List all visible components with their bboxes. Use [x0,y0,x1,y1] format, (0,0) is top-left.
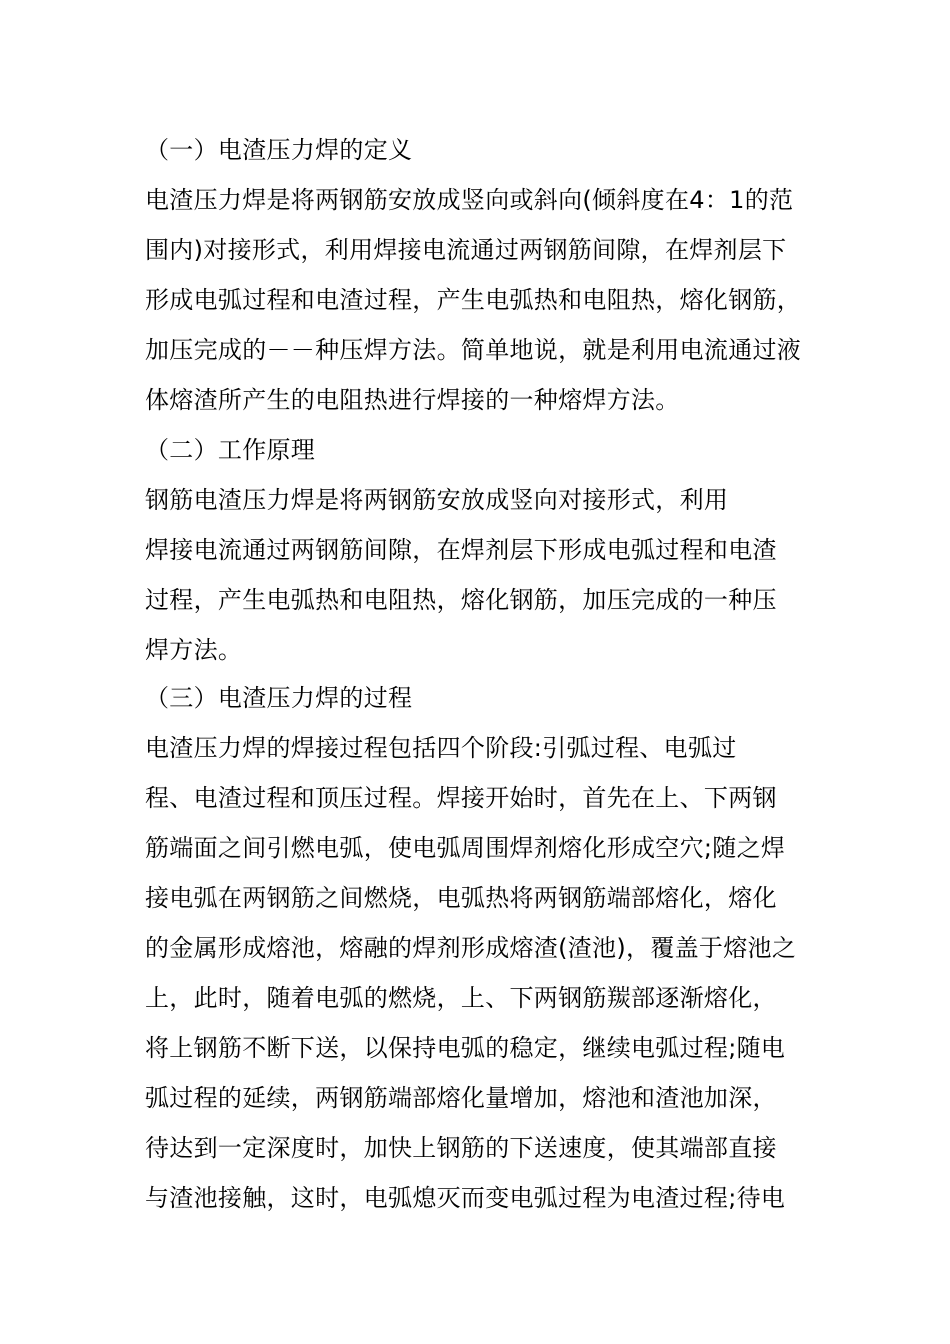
paragraph-line: 程、电渣过程和顶压过程。焊接开始时，首先在上、下两钢 [145,784,777,812]
section-heading-definition: （一）电渣压力焊的定义 [145,136,413,164]
paragraph-line: 形成电弧过程和电渣过程，产生电弧热和电阻热，熔化钢筋， [145,286,802,314]
paragraph-line: 上，此时，随着电弧的燃烧，上、下两钢筋羰部逐渐熔化， [145,984,777,1012]
paragraph-line: 与渣池接触，这时，电弧熄灭而变电弧过程为电渣过程;待电 [145,1184,786,1212]
paragraph-line: 的金属形成熔池，熔融的焊剂形成熔渣(渣池)，覆盖于熔池之 [145,934,797,962]
section-heading-principle: （二）工作原理 [145,436,316,464]
paragraph-line: 加压完成的－－种压焊方法。简单地说，就是利用电流通过液 [145,336,802,364]
paragraph-line: 待达到一定深度时，加快上钢筋的下送速度，使其端部直接 [145,1134,777,1162]
section-heading-process: （三）电渣压力焊的过程 [145,684,413,712]
paragraph-line: 钢筋电渣压力焊是将两钢筋安放成竖向对接形式，利用 [145,486,729,514]
paragraph-line: 过程，产生电弧热和电阻热，熔化钢筋，加压完成的一种压 [145,586,777,614]
paragraph-line: 将上钢筋不断下送，以保持电弧的稳定，继续电弧过程;随电 [145,1034,786,1062]
paragraph-line: 电渣压力焊的焊接过程包括四个阶段:引弧过程、电弧过 [145,734,737,762]
paragraph-line: 电渣压力焊是将两钢筋安放成竖向或斜向(倾斜度在4：1的范 [145,186,794,214]
paragraph-line: 焊接电流通过两钢筋间隙，在焊剂层下形成电弧过程和电渣 [145,536,777,564]
paragraph-line: 筋端面之间引燃电弧，使电弧周围焊剂熔化形成空穴;随之焊 [145,834,786,862]
paragraph-line: 弧过程的延续，两钢筋端部熔化量增加，熔池和渣池加深， [145,1084,777,1112]
paragraph-line: 接电弧在两钢筋之间燃烧，电弧热将两钢筋端部熔化，熔化 [145,884,777,912]
paragraph-line: 焊方法。 [145,636,243,664]
paragraph-line: 体熔渣所产生的电阻热进行焊接的一种熔焊方法。 [145,386,680,414]
paragraph-line: 围内)对接形式，利用焊接电流通过两钢筋间隙，在焊剂层下 [145,236,787,264]
